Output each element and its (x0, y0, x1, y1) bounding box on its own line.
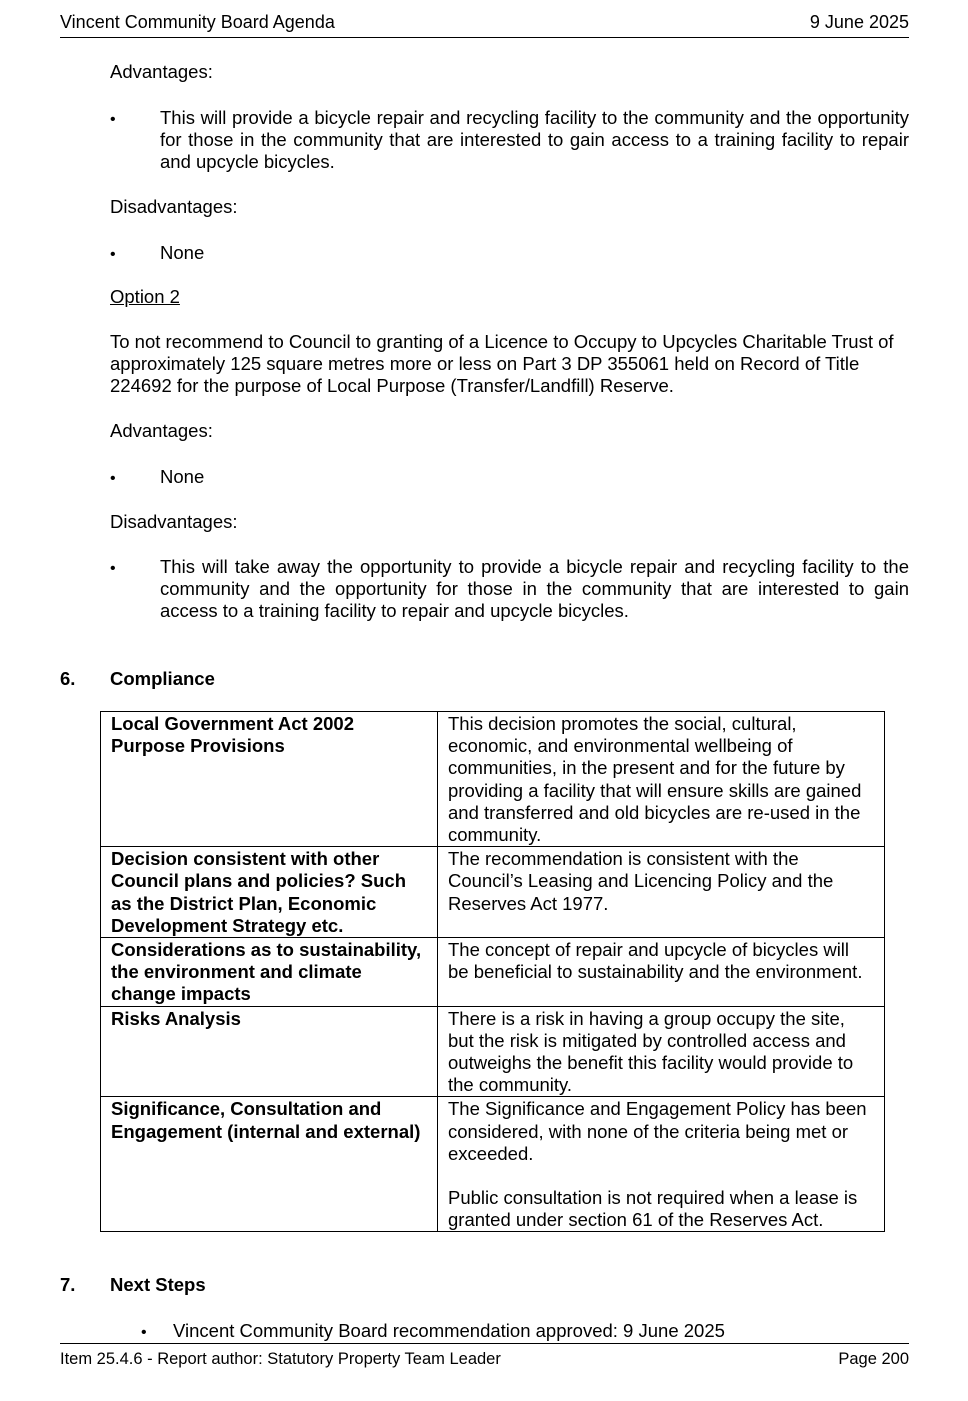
option2-description: To not recommend to Council to granting of a Licence to Occupy to Upcycles Charitable Trust of approximately 125 square metres more or less on Part 3 DP 355061 held on Record of Title 224692 for the purpose of Local Purpose (Transfer/Landfill) Reserve. (110, 331, 894, 397)
bullet-dot: • (110, 470, 116, 487)
table-row (101, 1097, 885, 1232)
option1-disadvantages-label: Disadvantages: (110, 196, 238, 217)
header-title: Vincent Community Board Agenda (60, 12, 335, 32)
row-value: This decision promotes the social, cultural, economic, and environmental wellbeing of communities, in the present and for the future by providing a facility that will ensure skills are gained and transferred and old bicycles are re-used in the community. (438, 712, 885, 847)
section6-number: 6. (60, 668, 76, 689)
row-key: Decision consistent with other Council plans and policies? Such as the District Plan, Economic Development Strategy etc. (101, 847, 438, 938)
option1-disadvantage-item: None (160, 242, 205, 263)
bullet-dot: • (110, 560, 116, 577)
row-value-extra: Public consultation is not required when a lease is granted under section 61 of the Reserves Act. (448, 1187, 858, 1231)
row-value: The recommendation is consistent with the Council’s Leasing and Licencing Policy and the Reserves Act 1977. (438, 847, 885, 938)
row-key: Risks Analysis (101, 1006, 438, 1097)
table-row (101, 1006, 885, 1097)
table-row (101, 938, 885, 1007)
section6-title: Compliance (110, 668, 215, 689)
compliance-table (100, 711, 885, 1232)
bullet-dot: • (141, 1324, 147, 1341)
section7-number: 7. (60, 1274, 76, 1295)
row-key: Local Government Act 2002 Purpose Provisions (101, 712, 438, 847)
bullet-dot: • (110, 246, 116, 263)
page-header (60, 11, 909, 38)
table-row (101, 847, 885, 938)
option2-disadvantages-label: Disadvantages: (110, 511, 238, 532)
page-footer (60, 1343, 909, 1370)
next-step-item: Vincent Community Board recommendation approved: 9 June 2025 (173, 1320, 725, 1341)
header-date: 9 June 2025 (809, 12, 909, 32)
row-key: Considerations as to sustainability, the environment and climate change impacts (101, 938, 438, 1007)
row-key: Significance, Consultation and Engagement (internal and external) (101, 1097, 438, 1232)
section7-title: Next Steps (110, 1274, 206, 1295)
option2-advantages-label: Advantages: (110, 420, 213, 441)
footer-item-author: Item 25.4.6 - Report author: Statutory Property Team Leader (60, 1350, 501, 1368)
option1-advantage-item: This will provide a bicycle repair and recycling facility to the community and the opportunity for those in the community that are interested to gain access to a training facility to repair and upcycle bicycles. (160, 107, 909, 173)
option2-heading: Option 2 (110, 286, 180, 307)
row-value: There is a risk in having a group occupy the site, but the risk is mitigated by controlled access and outweighs the benefit this facility would provide to the community. (438, 1006, 885, 1097)
row-value: The Significance and Engagement Policy has been considered, with none of the criteria being met or exceeded. (448, 1098, 867, 1164)
footer-page-number: Page 200 (838, 1350, 909, 1368)
row-value: The concept of repair and upcycle of bicycles will be beneficial to sustainability and the environment. (438, 938, 885, 1007)
option1-advantages-label: Advantages: (110, 61, 213, 82)
option2-disadvantage-item: This will take away the opportunity to provide a bicycle repair and recycling facility to the community and the opportunity for those in the community that are interested to gain access to a training facility to repair and upcycle bicycles. (160, 556, 909, 622)
option2-advantage-item: None (160, 466, 205, 487)
row-value-cell (438, 1097, 885, 1232)
bullet-dot: • (110, 111, 116, 128)
table-row (101, 712, 885, 847)
